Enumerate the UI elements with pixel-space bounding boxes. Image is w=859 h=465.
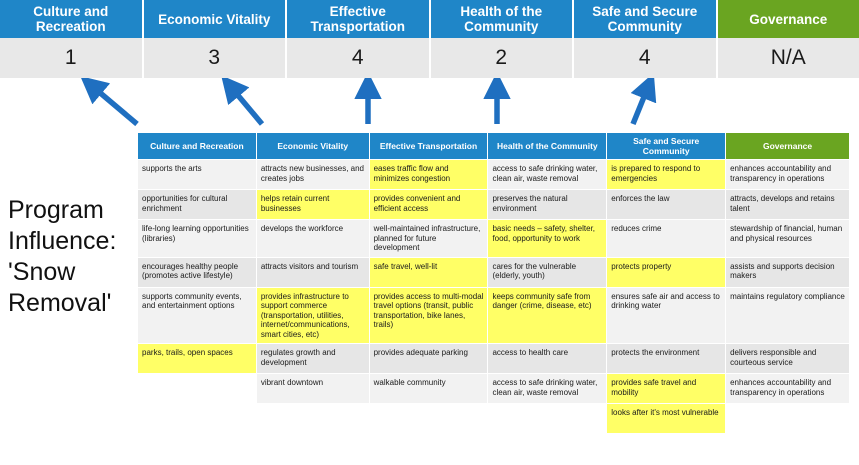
matrix-cell-empty bbox=[256, 404, 369, 434]
table-row bbox=[138, 374, 850, 404]
score-band bbox=[0, 38, 859, 78]
matrix-cell: parks, trails, open spaces bbox=[138, 344, 257, 374]
matrix-cell: attracts new businesses, and creates jobs bbox=[256, 160, 369, 190]
matrix-cell: provides convenient and efficient access bbox=[369, 190, 488, 220]
matrix-cell: well-maintained infrastructure, planned for future development bbox=[369, 220, 488, 258]
matrix-cell-empty bbox=[138, 404, 257, 434]
header-cell-effective-transportation: Effective Transportation bbox=[287, 0, 431, 38]
matrix-cell-empty bbox=[488, 404, 607, 434]
matrix-cell: attracts, develops and retains talent bbox=[726, 190, 850, 220]
matrix-cell-empty bbox=[726, 404, 850, 434]
matrix-cell: provides access to multi-modal travel options (transit, public transportation, bike lanes, trails) bbox=[369, 287, 488, 344]
matrix-cell: provides safe travel and mobility bbox=[607, 374, 726, 404]
matrix-cell: maintains regulatory compliance bbox=[726, 287, 850, 344]
matrix-cell: access to safe drinking water, clean air, waste removal bbox=[488, 160, 607, 190]
header-cell-economic-vitality: Economic Vitality bbox=[144, 0, 288, 38]
matrix-cell: ensures safe air and access to drinking water bbox=[607, 287, 726, 344]
matrix-cell: enhances accountability and transparency in operations bbox=[726, 374, 850, 404]
matrix-cell: regulates growth and development bbox=[256, 344, 369, 374]
matrix-header-governance: Governance bbox=[726, 133, 850, 160]
table-row bbox=[138, 257, 850, 287]
matrix-cell: assists and supports decision makers bbox=[726, 257, 850, 287]
matrix-cell: supports community events, and entertainment options bbox=[138, 287, 257, 344]
matrix-header-culture-and-recreation: Culture and Recreation bbox=[138, 133, 257, 160]
matrix-cell: enforces the law bbox=[607, 190, 726, 220]
matrix-header-safe-and-secure-community: Safe and Secure Community bbox=[607, 133, 726, 160]
scorecard-header-band bbox=[0, 0, 859, 38]
page-title: Program Influence: 'Snow Removal' bbox=[8, 196, 117, 317]
matrix-cell: preserves the natural environment bbox=[488, 190, 607, 220]
score-safe-and-secure-community: 4 bbox=[574, 38, 718, 78]
matrix-cell: keeps community safe from danger (crime, disease, etc) bbox=[488, 287, 607, 344]
header-cell-culture-and-recreation: Culture and Recreation bbox=[0, 0, 144, 38]
table-row bbox=[138, 160, 850, 190]
matrix-cell: encourages healthy people (promotes active lifestyle) bbox=[138, 257, 257, 287]
table-row bbox=[138, 344, 850, 374]
matrix-cell: reduces crime bbox=[607, 220, 726, 258]
influence-matrix-table bbox=[137, 132, 850, 434]
table-row bbox=[138, 404, 850, 434]
score-culture-and-recreation: 1 bbox=[0, 38, 144, 78]
header-cell-health-of-the-community: Health of the Community bbox=[431, 0, 575, 38]
matrix-cell: protects the environment bbox=[607, 344, 726, 374]
matrix-cell: provides adequate parking bbox=[369, 344, 488, 374]
matrix-cell: life-long learning opportunities (libraries) bbox=[138, 220, 257, 258]
matrix-cell: protects property bbox=[607, 257, 726, 287]
matrix-cell: looks after it's most vulnerable bbox=[607, 404, 726, 434]
header-cell-safe-and-secure-community: Safe and Secure Community bbox=[574, 0, 718, 38]
score-effective-transportation: 4 bbox=[287, 38, 431, 78]
matrix-cell-empty bbox=[369, 404, 488, 434]
table-row bbox=[138, 190, 850, 220]
score-health-of-the-community: 2 bbox=[431, 38, 575, 78]
arrow-economic-vitality bbox=[231, 87, 262, 124]
matrix-cell: supports the arts bbox=[138, 160, 257, 190]
table-row bbox=[138, 287, 850, 344]
matrix-cell: is prepared to respond to emergencies bbox=[607, 160, 726, 190]
table-row bbox=[138, 220, 850, 258]
matrix-header-health-of-the-community: Health of the Community bbox=[488, 133, 607, 160]
matrix-cell-empty bbox=[138, 374, 257, 404]
header-cell-governance: Governance bbox=[718, 0, 859, 38]
score-governance: N/A bbox=[718, 38, 859, 78]
matrix-cell: helps retain current businesses bbox=[256, 190, 369, 220]
matrix-cell: walkable community bbox=[369, 374, 488, 404]
matrix-cell: attracts visitors and tourism bbox=[256, 257, 369, 287]
arrow-safe-and-secure-community bbox=[633, 87, 648, 124]
arrow-culture-and-recreation bbox=[92, 86, 137, 124]
matrix-cell: develops the workforce bbox=[256, 220, 369, 258]
matrix-cell: delivers responsible and courteous service bbox=[726, 344, 850, 374]
matrix-cell: vibrant downtown bbox=[256, 374, 369, 404]
matrix-cell: basic needs – safety, shelter, food, opportunity to work bbox=[488, 220, 607, 258]
arrow-group bbox=[0, 78, 859, 132]
matrix-cell: eases traffic flow and minimizes congestion bbox=[369, 160, 488, 190]
matrix-cell: safe travel, well-lit bbox=[369, 257, 488, 287]
matrix-cell: access to safe drinking water, clean air, waste removal bbox=[488, 374, 607, 404]
matrix-cell: cares for the vulnerable (elderly, youth) bbox=[488, 257, 607, 287]
matrix-header-row bbox=[138, 133, 850, 160]
matrix-cell: enhances accountability and transparency in operations bbox=[726, 160, 850, 190]
matrix-cell: stewardship of financial, human and physical resources bbox=[726, 220, 850, 258]
matrix-header-effective-transportation: Effective Transportation bbox=[369, 133, 488, 160]
matrix-cell: opportunities for cultural enrichment bbox=[138, 190, 257, 220]
matrix-cell: access to health care bbox=[488, 344, 607, 374]
score-economic-vitality: 3 bbox=[144, 38, 288, 78]
matrix-cell: provides infrastructure to support commerce (transportation, utilities, internet/communications, smart cities, etc) bbox=[256, 287, 369, 344]
matrix-header-economic-vitality: Economic Vitality bbox=[256, 133, 369, 160]
